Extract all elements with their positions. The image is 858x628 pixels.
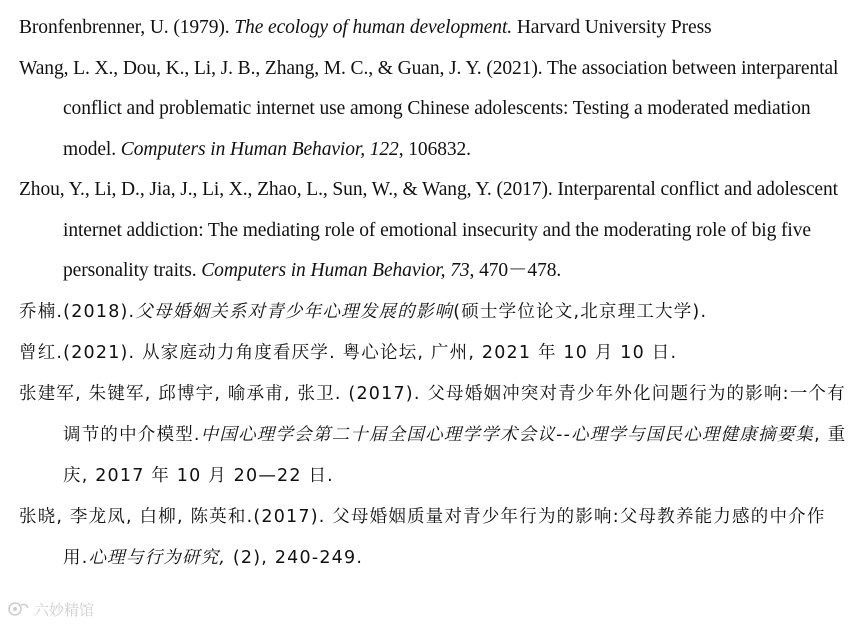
reference-entry-zeng bbox=[19, 333, 849, 374]
reference-journal: Computers in Human Behavior, 73 bbox=[201, 260, 470, 281]
reference-entry-qiao bbox=[19, 292, 849, 333]
reference-pages: , 470－478. bbox=[469, 260, 562, 281]
reference-proceedings: 中国心理学会第二十届全国心理学学术会议--心理学与国民心理健康摘要集 bbox=[200, 424, 815, 445]
reference-journal: Computers in Human Behavior, 122 bbox=[120, 138, 399, 160]
reference-publisher: Harvard University Press bbox=[512, 17, 712, 38]
reference-title: 父母婚姻关系对青少年心理发展的影响 bbox=[135, 301, 454, 322]
reference-text: Bronfenbrenner, U. (1979). bbox=[19, 17, 235, 38]
reference-entry-bronfenbrenner bbox=[19, 8, 849, 49]
reference-text: 曾红.(2021). 从家庭动力角度看厌学. 粤心论坛, 广州, 2021 年 10 月 10 日. bbox=[19, 342, 678, 363]
watermark-text: 六妙精馆 bbox=[34, 600, 95, 619]
reference-title: The ecology of human development. bbox=[234, 17, 513, 38]
reference-entry-zhou bbox=[19, 170, 849, 292]
reference-pages: , 106832. bbox=[398, 138, 471, 160]
reference-text: 张晓, 李龙凤, 白柳, 陈英和.(2017). 父母婚姻质量对青少年行为的影响:父母教养能力感的中介作用. bbox=[19, 506, 826, 568]
watermark bbox=[6, 598, 94, 620]
reference-journal: 心理与行为研究, bbox=[88, 547, 227, 568]
reference-text: Wang, L. X., Dou, K., Li, J. B., Zhang, M. C., & Guan, J. Y. (2021). The association between interparental conflict and problematic internet use among Chinese adolescents: Testing a moderated mediation model. bbox=[19, 57, 839, 160]
reference-entry-wang bbox=[19, 49, 849, 171]
reference-list bbox=[19, 8, 849, 579]
reference-source: (硕士学位论文,北京理工大学). bbox=[453, 301, 708, 322]
camera-watermark-icon bbox=[6, 599, 30, 619]
reference-text: Zhou, Y., Li, D., Jia, J., Li, X., Zhao, L., Sun, W., & Wang, Y. (2017). Interparental conflict and adolescent internet addiction: The mediating role of emotional insecurity and the moderating role of big five personality traits. bbox=[19, 179, 838, 281]
reference-entry-zhang-jianjun bbox=[19, 374, 849, 497]
reference-entry-zhang-xiao bbox=[19, 497, 849, 579]
reference-pages: (2), 240-249. bbox=[226, 547, 364, 568]
reference-text: 张建军, 朱键军, 邱博宇, 喻承甫, 张卫. (2017). 父母婚姻冲突对青少年外化问题行为的影响:一个有调节的中介模型. bbox=[19, 383, 846, 445]
reference-location-date: , 重庆, 2017 年 10 月 20—22 日. bbox=[63, 424, 847, 486]
reference-text: 乔楠.(2018). bbox=[19, 301, 136, 322]
